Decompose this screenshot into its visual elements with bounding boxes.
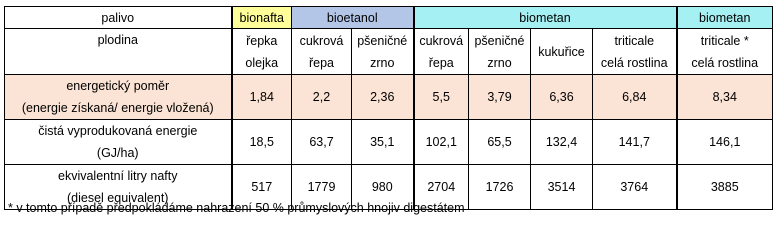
biometan-single-header: biometan [677,7,773,29]
footnote: * v tomto případě předpokládáme nahrazení 50 % průmyslových hnojiv digestátem [8,201,465,215]
table-cell: 3885 [677,165,773,210]
fuel-label: palivo [5,7,232,29]
table-cell: 5,5 [414,75,469,120]
energy-comparison-table [4,6,773,210]
table-cell: 1726 [469,165,531,210]
biometan-group-header: biometan [414,7,677,29]
table-cell: 2704 [414,165,469,210]
table-row [5,120,773,165]
table-cell: 146,1 [677,120,773,165]
table-cell: 3,79 [469,75,531,120]
table-cell: 3764 [593,165,677,210]
table-cell: 6,84 [593,75,677,120]
table-cell: 1,84 [232,75,292,120]
table-cell: 2,36 [352,75,414,120]
crop-repka: řepka olejka [232,29,292,75]
crop-triticale: triticale celá rostlina [593,29,677,75]
table-cell: 3514 [531,165,593,210]
table-row [5,75,773,120]
crop-bm-cukrova-repa: cukrová řepa [414,29,469,75]
table-cell: 6,36 [531,75,593,120]
crop-label: plodina [5,29,232,75]
crop-cukrova-repa: cukrová řepa [292,29,352,75]
crop-row [5,29,773,75]
row-label: čistá vyprodukovaná energie (GJ/ha) [5,120,232,165]
table-cell: 141,7 [593,120,677,165]
crop-psenicne-zrno: pšeničné zrno [352,29,414,75]
table-cell: 102,1 [414,120,469,165]
row-label: ekvivalentní litry nafty (diesel equivalent) [5,165,232,210]
crop-triticale-star: triticale * celá rostlina [677,29,773,75]
table-cell: 63,7 [292,120,352,165]
table-cell: 65,5 [469,120,531,165]
table-cell: 2,2 [292,75,352,120]
table-cell: 980 [352,165,414,210]
fuel-header-row [5,7,773,29]
bioetanol-header: bioetanol [292,7,414,29]
row-label: energetický poměr (energie získaná/ energie vložená) [5,75,232,120]
crop-bm-psenicne-zrno: pšeničné zrno [469,29,531,75]
table-cell: 517 [232,165,292,210]
table-cell: 8,34 [677,75,773,120]
table-cell: 18,5 [232,120,292,165]
table-cell: 35,1 [352,120,414,165]
crop-kukurice: kukuřice [531,29,593,75]
bionafta-header: bionafta [232,7,292,29]
table-cell: 132,4 [531,120,593,165]
table-cell: 1779 [292,165,352,210]
